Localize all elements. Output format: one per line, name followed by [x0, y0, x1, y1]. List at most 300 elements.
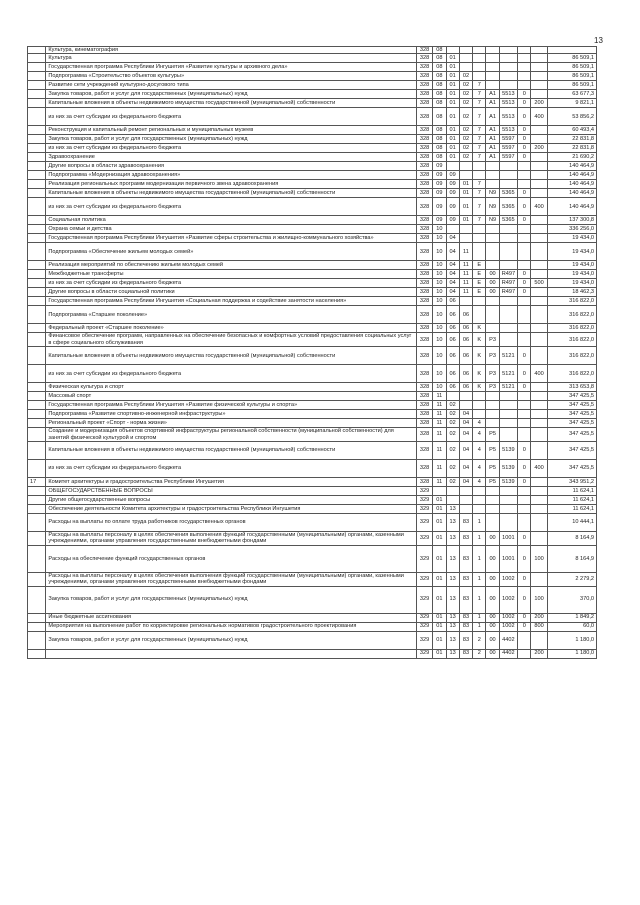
code-cell: 200	[531, 144, 547, 153]
code-cell	[518, 324, 531, 333]
code-cell: 4	[473, 478, 486, 487]
code-cell: 329	[416, 532, 432, 546]
table-row	[28, 478, 597, 487]
code-cell: 11	[459, 270, 472, 279]
amount-cell: 19 434,0	[547, 234, 596, 243]
code-cell: 11	[433, 419, 446, 428]
code-cell: E	[473, 288, 486, 297]
code-cell: 10	[433, 383, 446, 392]
row-number	[28, 572, 46, 586]
code-cell: 09	[433, 162, 446, 171]
code-cell: 00	[486, 279, 499, 288]
code-cell: 04	[459, 410, 472, 419]
amount-cell: 316 822,0	[547, 324, 596, 333]
code-cell: 328	[416, 162, 432, 171]
code-cell: 0	[518, 198, 531, 216]
row-number	[28, 383, 46, 392]
code-cell: 01	[446, 99, 459, 108]
row-name: Культура, кинематография	[46, 47, 416, 54]
row-number	[28, 347, 46, 365]
amount-cell: 19 434,0	[547, 279, 596, 288]
amount-cell: 60 493,4	[547, 126, 596, 135]
table-row	[28, 545, 597, 572]
code-cell	[518, 297, 531, 306]
code-cell: R497	[499, 270, 517, 279]
code-cell: 83	[459, 572, 472, 586]
code-cell: R497	[499, 288, 517, 297]
code-cell	[531, 306, 547, 324]
code-cell: 00	[486, 532, 499, 546]
code-cell: A1	[486, 135, 499, 144]
code-cell	[499, 261, 517, 270]
code-cell: 1	[473, 572, 486, 586]
code-cell: 0	[518, 279, 531, 288]
code-cell	[473, 392, 486, 401]
code-cell	[486, 392, 499, 401]
code-cell	[518, 428, 531, 442]
row-name: Другие общегосударственные вопросы	[46, 496, 416, 505]
code-cell: 1	[473, 586, 486, 613]
code-cell: 13	[446, 613, 459, 622]
code-cell: 328	[416, 428, 432, 442]
code-cell: 0	[518, 365, 531, 383]
code-cell: 08	[433, 54, 446, 63]
code-cell: 06	[446, 297, 459, 306]
code-cell: P3	[486, 347, 499, 365]
amount-cell: 86 509,1	[547, 54, 596, 63]
row-name: Капитальные вложения в объекты недвижимого имущества государственной (муниципальной) собственности	[46, 189, 416, 198]
code-cell: 7	[473, 189, 486, 198]
row-name: Реализация региональных программ модернизации первичного звена здравоохранения	[46, 180, 416, 189]
amount-cell: 86 509,1	[547, 63, 596, 72]
table-row	[28, 505, 597, 514]
code-cell	[531, 47, 547, 54]
code-cell	[531, 496, 547, 505]
code-cell: 7	[473, 108, 486, 126]
row-number	[28, 198, 46, 216]
code-cell	[473, 171, 486, 180]
code-cell: 100	[531, 545, 547, 572]
code-cell: 01	[433, 586, 446, 613]
code-cell: P3	[486, 333, 499, 347]
code-cell	[499, 505, 517, 514]
code-cell: E	[473, 261, 486, 270]
row-name: из них за счет субсидии из федерального бюджета	[46, 198, 416, 216]
code-cell: E	[473, 279, 486, 288]
code-cell: 09	[446, 216, 459, 225]
code-cell: 329	[416, 496, 432, 505]
row-name	[46, 649, 416, 658]
table-row	[28, 428, 597, 442]
code-cell	[459, 487, 472, 496]
code-cell	[531, 243, 547, 261]
code-cell: 02	[459, 153, 472, 162]
code-cell: 5121	[499, 347, 517, 365]
code-cell	[459, 401, 472, 410]
row-name: Иные бюджетные ассигнования	[46, 613, 416, 622]
code-cell	[499, 171, 517, 180]
code-cell: 328	[416, 90, 432, 99]
code-cell: 329	[416, 622, 432, 631]
code-cell: 5121	[499, 383, 517, 392]
code-cell: 328	[416, 234, 432, 243]
code-cell: K	[473, 324, 486, 333]
code-cell	[518, 225, 531, 234]
code-cell: P5	[486, 428, 499, 442]
row-name: ОБЩЕГОСУДАРСТВЕННЫЕ ВОПРОСЫ	[46, 487, 416, 496]
code-cell	[499, 297, 517, 306]
code-cell	[499, 428, 517, 442]
code-cell	[499, 81, 517, 90]
code-cell	[499, 324, 517, 333]
row-number	[28, 63, 46, 72]
code-cell: 7	[473, 198, 486, 216]
table-row	[28, 532, 597, 546]
code-cell: 5513	[499, 108, 517, 126]
code-cell: 08	[433, 153, 446, 162]
table-row	[28, 401, 597, 410]
code-cell	[531, 153, 547, 162]
code-cell: 10	[433, 288, 446, 297]
code-cell	[531, 487, 547, 496]
amount-cell: 140 464,9	[547, 171, 596, 180]
row-number	[28, 419, 46, 428]
code-cell: 06	[446, 365, 459, 383]
code-cell	[486, 72, 499, 81]
row-number	[28, 496, 46, 505]
code-cell: 200	[531, 649, 547, 658]
code-cell: 329	[416, 545, 432, 572]
row-name: из них за счет субсидии из федерального бюджета	[46, 365, 416, 383]
code-cell	[473, 505, 486, 514]
row-number	[28, 108, 46, 126]
code-cell	[499, 54, 517, 63]
code-cell	[518, 496, 531, 505]
row-name: из них за счет субсидии из федерального бюджета	[46, 108, 416, 126]
code-cell: 0	[518, 622, 531, 631]
code-cell: 328	[416, 419, 432, 428]
code-cell: 08	[433, 126, 446, 135]
code-cell: 06	[459, 347, 472, 365]
code-cell	[473, 306, 486, 324]
code-cell	[518, 514, 531, 532]
code-cell: 0	[518, 135, 531, 144]
amount-cell: 316 822,0	[547, 347, 596, 365]
code-cell: A1	[486, 144, 499, 153]
row-number	[28, 505, 46, 514]
code-cell: 09	[433, 198, 446, 216]
code-cell: 13	[446, 572, 459, 586]
code-cell	[531, 54, 547, 63]
code-cell	[446, 392, 459, 401]
code-cell	[531, 572, 547, 586]
code-cell: 02	[446, 419, 459, 428]
code-cell: 11	[459, 279, 472, 288]
code-cell	[531, 270, 547, 279]
table-row	[28, 126, 597, 135]
table-row	[28, 410, 597, 419]
code-cell	[531, 72, 547, 81]
code-cell	[486, 401, 499, 410]
code-cell	[499, 392, 517, 401]
code-cell	[473, 496, 486, 505]
code-cell: P3	[486, 365, 499, 383]
code-cell	[473, 162, 486, 171]
code-cell	[486, 243, 499, 261]
code-cell: 0	[518, 586, 531, 613]
row-name: Межбюджетные трансферты	[46, 270, 416, 279]
amount-cell: 316 822,0	[547, 333, 596, 347]
row-name: Комитет архитектуры и градостроительства Республики Ингушетия	[46, 478, 416, 487]
code-cell: 11	[459, 261, 472, 270]
table-row	[28, 63, 597, 72]
code-cell: 10	[433, 333, 446, 347]
code-cell: 328	[416, 225, 432, 234]
code-cell: 01	[446, 63, 459, 72]
table-row	[28, 216, 597, 225]
code-cell: 04	[446, 234, 459, 243]
row-name: Государственная программа Республики Ингушетия «Развитие сферы строительства и жилищно-коммунального хозяйства»	[46, 234, 416, 243]
code-cell: 328	[416, 365, 432, 383]
code-cell	[518, 649, 531, 658]
code-cell: 13	[446, 649, 459, 658]
code-cell: 328	[416, 47, 432, 54]
code-cell	[531, 392, 547, 401]
table-row	[28, 54, 597, 63]
amount-cell: 140 464,9	[547, 198, 596, 216]
code-cell	[518, 392, 531, 401]
row-name: Государственная программа Республики Ингушетия «Развитие культуры и архивного дела»	[46, 63, 416, 72]
code-cell	[518, 54, 531, 63]
code-cell: 02	[459, 126, 472, 135]
row-number	[28, 631, 46, 649]
table-row	[28, 649, 597, 658]
code-cell: 329	[416, 586, 432, 613]
code-cell: 04	[446, 270, 459, 279]
code-cell: 7	[473, 180, 486, 189]
table-row	[28, 99, 597, 108]
code-cell	[531, 288, 547, 297]
row-number	[28, 428, 46, 442]
code-cell	[459, 162, 472, 171]
row-number	[28, 333, 46, 347]
code-cell	[518, 487, 531, 496]
code-cell: 01	[446, 72, 459, 81]
code-cell: 328	[416, 180, 432, 189]
code-cell: 04	[459, 442, 472, 460]
code-cell: 01	[433, 622, 446, 631]
code-cell: 4	[473, 419, 486, 428]
code-cell: 13	[446, 514, 459, 532]
code-cell: 100	[531, 586, 547, 613]
row-name: Подпрограмма «Модернизация здравоохранения»	[46, 171, 416, 180]
code-cell: 10	[433, 225, 446, 234]
row-name: Подпрограмма «Старшее поколение»	[46, 306, 416, 324]
row-number	[28, 234, 46, 243]
code-cell	[499, 410, 517, 419]
row-number	[28, 442, 46, 460]
code-cell	[446, 225, 459, 234]
code-cell: 328	[416, 306, 432, 324]
code-cell	[518, 72, 531, 81]
code-cell: 5597	[499, 144, 517, 153]
code-cell: 08	[433, 63, 446, 72]
code-cell	[531, 171, 547, 180]
row-number	[28, 261, 46, 270]
row-number	[28, 162, 46, 171]
amount-cell: 347 425,5	[547, 428, 596, 442]
code-cell: 1	[473, 545, 486, 572]
code-cell: 10	[433, 270, 446, 279]
table-row	[28, 270, 597, 279]
code-cell: 06	[446, 324, 459, 333]
table-row	[28, 261, 597, 270]
code-cell	[499, 333, 517, 347]
code-cell	[446, 162, 459, 171]
code-cell	[518, 306, 531, 324]
code-cell: 01	[433, 505, 446, 514]
code-cell: 5139	[499, 442, 517, 460]
code-cell	[531, 410, 547, 419]
code-cell: 09	[433, 180, 446, 189]
table-row	[28, 162, 597, 171]
code-cell	[518, 419, 531, 428]
amount-cell: 1 180,0	[547, 631, 596, 649]
code-cell	[531, 333, 547, 347]
code-cell: 0	[518, 90, 531, 99]
code-cell	[499, 487, 517, 496]
code-cell	[518, 162, 531, 171]
code-cell: N9	[486, 216, 499, 225]
code-cell: A1	[486, 90, 499, 99]
amount-cell: 19 434,0	[547, 243, 596, 261]
code-cell	[459, 225, 472, 234]
code-cell	[473, 243, 486, 261]
code-cell: 328	[416, 270, 432, 279]
code-cell: 04	[459, 478, 472, 487]
code-cell: E	[473, 270, 486, 279]
amount-cell: 1 849,2	[547, 613, 596, 622]
code-cell: 02	[459, 135, 472, 144]
code-cell	[531, 234, 547, 243]
code-cell	[531, 419, 547, 428]
code-cell: 83	[459, 631, 472, 649]
code-cell: 04	[446, 243, 459, 261]
code-cell	[499, 496, 517, 505]
row-name: Подпрограмма «Обеспечение жильем молодых семей»	[46, 243, 416, 261]
code-cell: 04	[446, 261, 459, 270]
code-cell: 08	[433, 81, 446, 90]
code-cell: 329	[416, 631, 432, 649]
code-cell: 0	[518, 126, 531, 135]
row-number	[28, 297, 46, 306]
code-cell	[518, 410, 531, 419]
code-cell	[531, 478, 547, 487]
code-cell: 328	[416, 392, 432, 401]
amount-cell: 316 822,0	[547, 306, 596, 324]
row-number	[28, 288, 46, 297]
table-row	[28, 189, 597, 198]
code-cell	[518, 333, 531, 347]
amount-cell: 11 624,1	[547, 505, 596, 514]
code-cell: 06	[459, 306, 472, 324]
code-cell: 09	[433, 171, 446, 180]
code-cell: 5365	[499, 189, 517, 198]
row-name: Финансовое обеспечение программ, направленных на обеспечение безопасных и комфортных условий предоставления социальных услуг в сфере социального обслуживания	[46, 333, 416, 347]
code-cell	[531, 225, 547, 234]
amount-cell: 1 180,0	[547, 649, 596, 658]
code-cell	[531, 297, 547, 306]
code-cell: 328	[416, 410, 432, 419]
code-cell	[518, 47, 531, 54]
code-cell: 329	[416, 514, 432, 532]
amount-cell: 140 464,9	[547, 189, 596, 198]
code-cell: A1	[486, 99, 499, 108]
code-cell: 02	[446, 428, 459, 442]
row-number	[28, 532, 46, 546]
table-row	[28, 572, 597, 586]
code-cell: 328	[416, 108, 432, 126]
amount-cell: 347 425,5	[547, 410, 596, 419]
code-cell: 328	[416, 383, 432, 392]
code-cell: 11	[433, 428, 446, 442]
code-cell	[486, 47, 499, 54]
row-number	[28, 243, 46, 261]
code-cell: K	[473, 333, 486, 347]
code-cell: 5597	[499, 153, 517, 162]
row-number	[28, 72, 46, 81]
table-row	[28, 383, 597, 392]
code-cell	[486, 487, 499, 496]
code-cell: 00	[486, 622, 499, 631]
amount-cell: 18 462,3	[547, 288, 596, 297]
code-cell	[518, 171, 531, 180]
code-cell: 13	[446, 631, 459, 649]
table-row	[28, 171, 597, 180]
table-row	[28, 297, 597, 306]
code-cell: 400	[531, 198, 547, 216]
code-cell: 200	[531, 99, 547, 108]
code-cell: 08	[433, 99, 446, 108]
code-cell	[518, 180, 531, 189]
table-row	[28, 487, 597, 496]
amount-cell: 347 425,5	[547, 392, 596, 401]
row-name: Реконструкция и капитальный ремонт региональных и муниципальных музеев	[46, 126, 416, 135]
code-cell: 0	[518, 189, 531, 198]
code-cell	[518, 63, 531, 72]
code-cell: 83	[459, 586, 472, 613]
code-cell	[531, 261, 547, 270]
table-row	[28, 460, 597, 478]
code-cell: 328	[416, 81, 432, 90]
code-cell: 0	[518, 99, 531, 108]
table-row	[28, 631, 597, 649]
code-cell: 1001	[499, 545, 517, 572]
code-cell: 328	[416, 324, 432, 333]
code-cell: 0	[518, 545, 531, 572]
code-cell: 01	[433, 532, 446, 546]
code-cell: 04	[459, 419, 472, 428]
code-cell	[486, 234, 499, 243]
row-name: Культура	[46, 54, 416, 63]
row-number	[28, 622, 46, 631]
table-row	[28, 279, 597, 288]
code-cell: 5513	[499, 99, 517, 108]
row-name: Федеральный проект «Старшее поколение»	[46, 324, 416, 333]
amount-cell: 140 464,9	[547, 162, 596, 171]
code-cell: 11	[459, 243, 472, 261]
code-cell	[486, 505, 499, 514]
